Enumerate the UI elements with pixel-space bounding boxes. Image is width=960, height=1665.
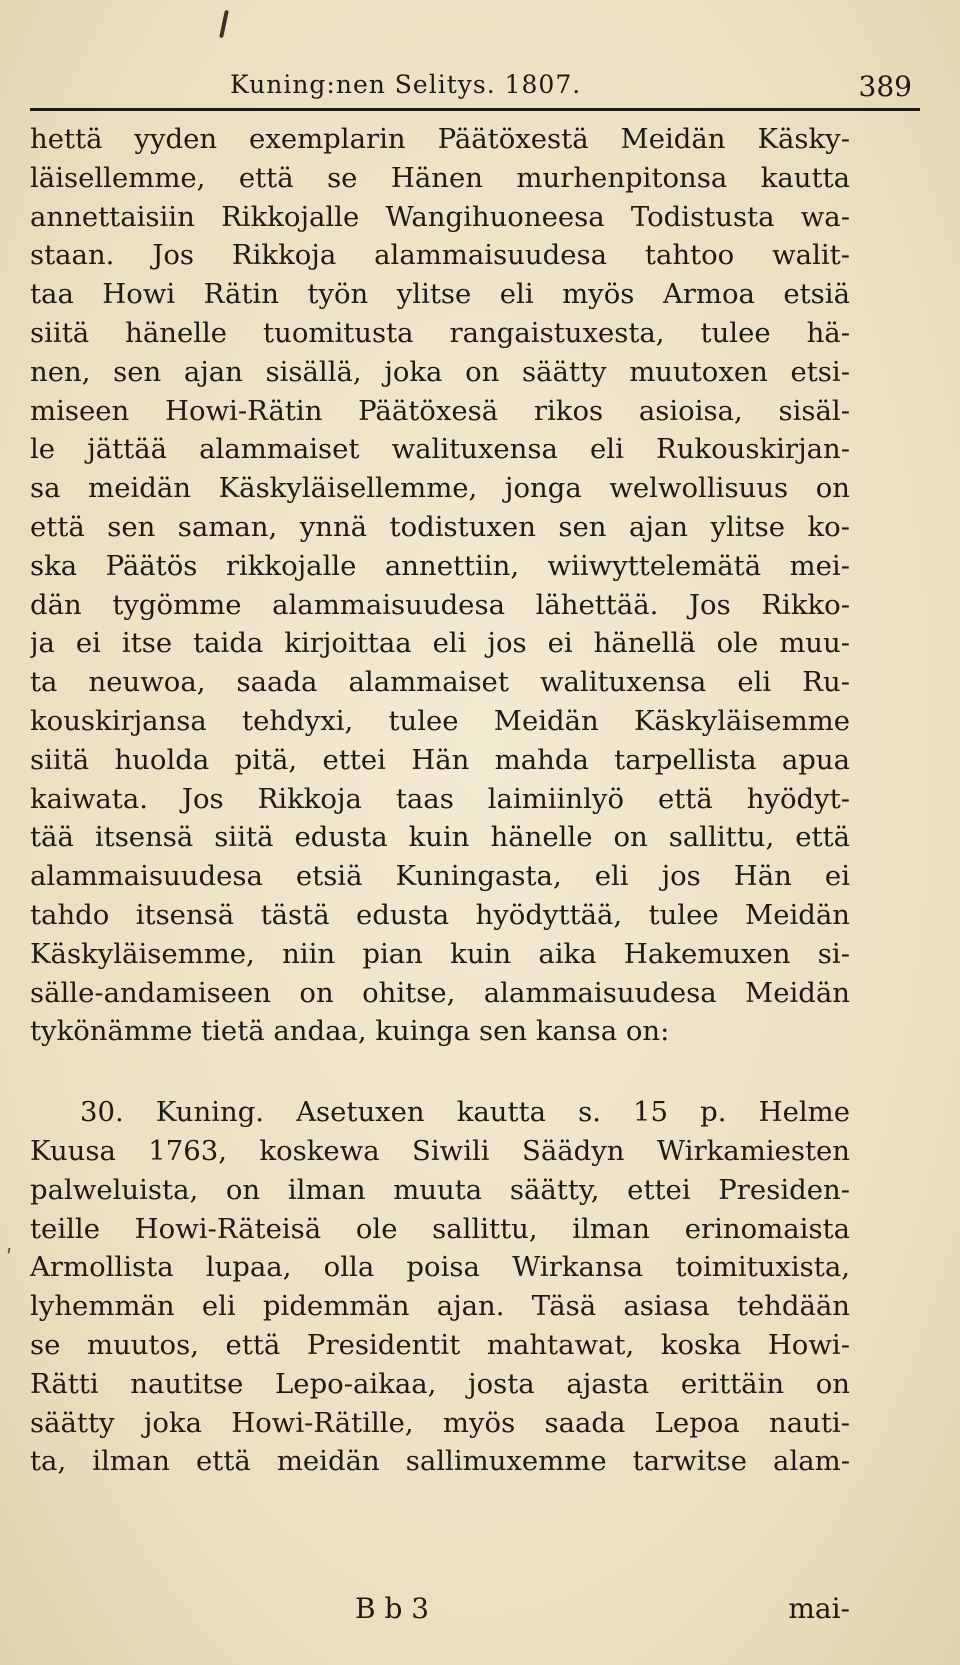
text-line: tykönämme tietä andaa, kuinga sen kansa on:: [30, 1015, 670, 1048]
header-rule: [30, 108, 920, 111]
text-line: Käskyläisemme, niin pian kuin aika Hakemuxen si-: [30, 937, 850, 970]
text-line: hettä yyden exemplarin Päätöxestä Meidän Käsky-: [30, 123, 850, 155]
text-line: 30. Kuning. Asetuxen kautta s. 15 p. Helme: [80, 1096, 850, 1129]
text-line: ta neuwoa, saada alammaiset walituxensa eli Ru-: [30, 666, 850, 699]
text-line: lyhemmän eli pidemmän ajan. Täsä asiasa tehdään: [30, 1290, 850, 1323]
catchword: mai-: [788, 1592, 850, 1625]
text-line: dän tygömme alammaisuudesa lähettää. Jos Rikko-: [30, 588, 850, 621]
running-title: Kuning:nen Selitys. 1807.: [230, 70, 582, 99]
text-line: sa meidän Käskyläisellemme, jonga welwollisuus on: [30, 472, 850, 505]
text-line: palweluista, on ilman muuta säätty, ettei Presiden-: [30, 1173, 850, 1206]
signature-mark: B b 3: [355, 1592, 430, 1625]
text-line: Kuusa 1763, koskewa Siwili Säädyn Wirkamiesten: [30, 1134, 850, 1167]
text-line: miseen Howi-Rätin Päätöxesä rikos asioisa, sisäl-: [30, 394, 850, 427]
text-line: Armollista lupaa, olla poisa Wirkansa toimituxista,: [30, 1251, 850, 1284]
page-number: 389: [858, 70, 912, 103]
text-line: taa Howi Rätin työn ylitse eli myös Armoa etsiä: [30, 278, 850, 311]
text-line: tää itsensä siitä edusta kuin hänelle on sallittu, että: [30, 821, 850, 854]
text-line: että sen saman, ynnä todistuxen sen ajan ylitse ko-: [30, 510, 850, 543]
ink-mark: [219, 10, 229, 38]
text-line: ta, ilman että meidän sallimuxemme tarwitse alam-: [30, 1445, 850, 1478]
text-line: tahdo itsensä tästä edusta hyödyttää, tulee Meidän: [30, 898, 850, 931]
text-line: siitä huolda pitä, ettei Hän mahda tarpellista apua: [30, 743, 850, 776]
text-line: ska Päätös rikkojalle annettiin, wiiwyttelemätä mei-: [30, 549, 850, 582]
body-text: [30, 120, 850, 1481]
page-header: [30, 70, 920, 106]
page-footer: [30, 1592, 850, 1632]
text-line: kouskirjansa tehdyxi, tulee Meidän Käskyläisemme: [30, 704, 850, 737]
text-line: Rätti nautitse Lepo-aikaa, josta ajasta erittäin on: [30, 1367, 850, 1400]
text-line: säätty joka Howi-Rätille, myös saada Lepoa nauti-: [30, 1406, 850, 1439]
paragraph-2: [30, 1093, 850, 1481]
text-line: ja ei itse taida kirjoittaa eli jos ei hänellä ole muu-: [30, 627, 850, 660]
text-line: nen, sen ajan sisällä, joka on säätty muutoxen etsi-: [30, 355, 850, 388]
text-line: teille Howi-Räteisä ole sallittu, ilman erinomaista: [30, 1212, 850, 1245]
text-line: staan. Jos Rikkoja alammaisuudesa tahtoo walit-: [30, 239, 850, 272]
margin-tick: ʹ: [6, 1247, 13, 1272]
text-line: alammaisuudesa etsiä Kuningasta, eli jos Hän ei: [30, 860, 850, 893]
text-line: annettaisiin Rikkojalle Wangihuoneesa Todistusta wa-: [30, 200, 850, 233]
text-line: se muutos, että Presidentit mahtawat, koska Howi-: [30, 1328, 850, 1361]
paragraph-gap: [30, 1051, 850, 1093]
text-line: sälle-andamiseen on ohitse, alammaisuudesa Meidän: [30, 976, 850, 1009]
text-line: siitä hänelle tuomitusta rangaistuxesta, tulee hä-: [30, 316, 850, 349]
text-line: le jättää alammaiset walituxensa eli Rukouskirjan-: [30, 433, 850, 466]
text-line: läisellemme, että se Hänen murhenpitonsa kautta: [30, 161, 850, 194]
paragraph-1: [30, 120, 850, 1051]
text-line: kaiwata. Jos Rikkoja taas laimiinlyö että hyödyt-: [30, 782, 850, 815]
